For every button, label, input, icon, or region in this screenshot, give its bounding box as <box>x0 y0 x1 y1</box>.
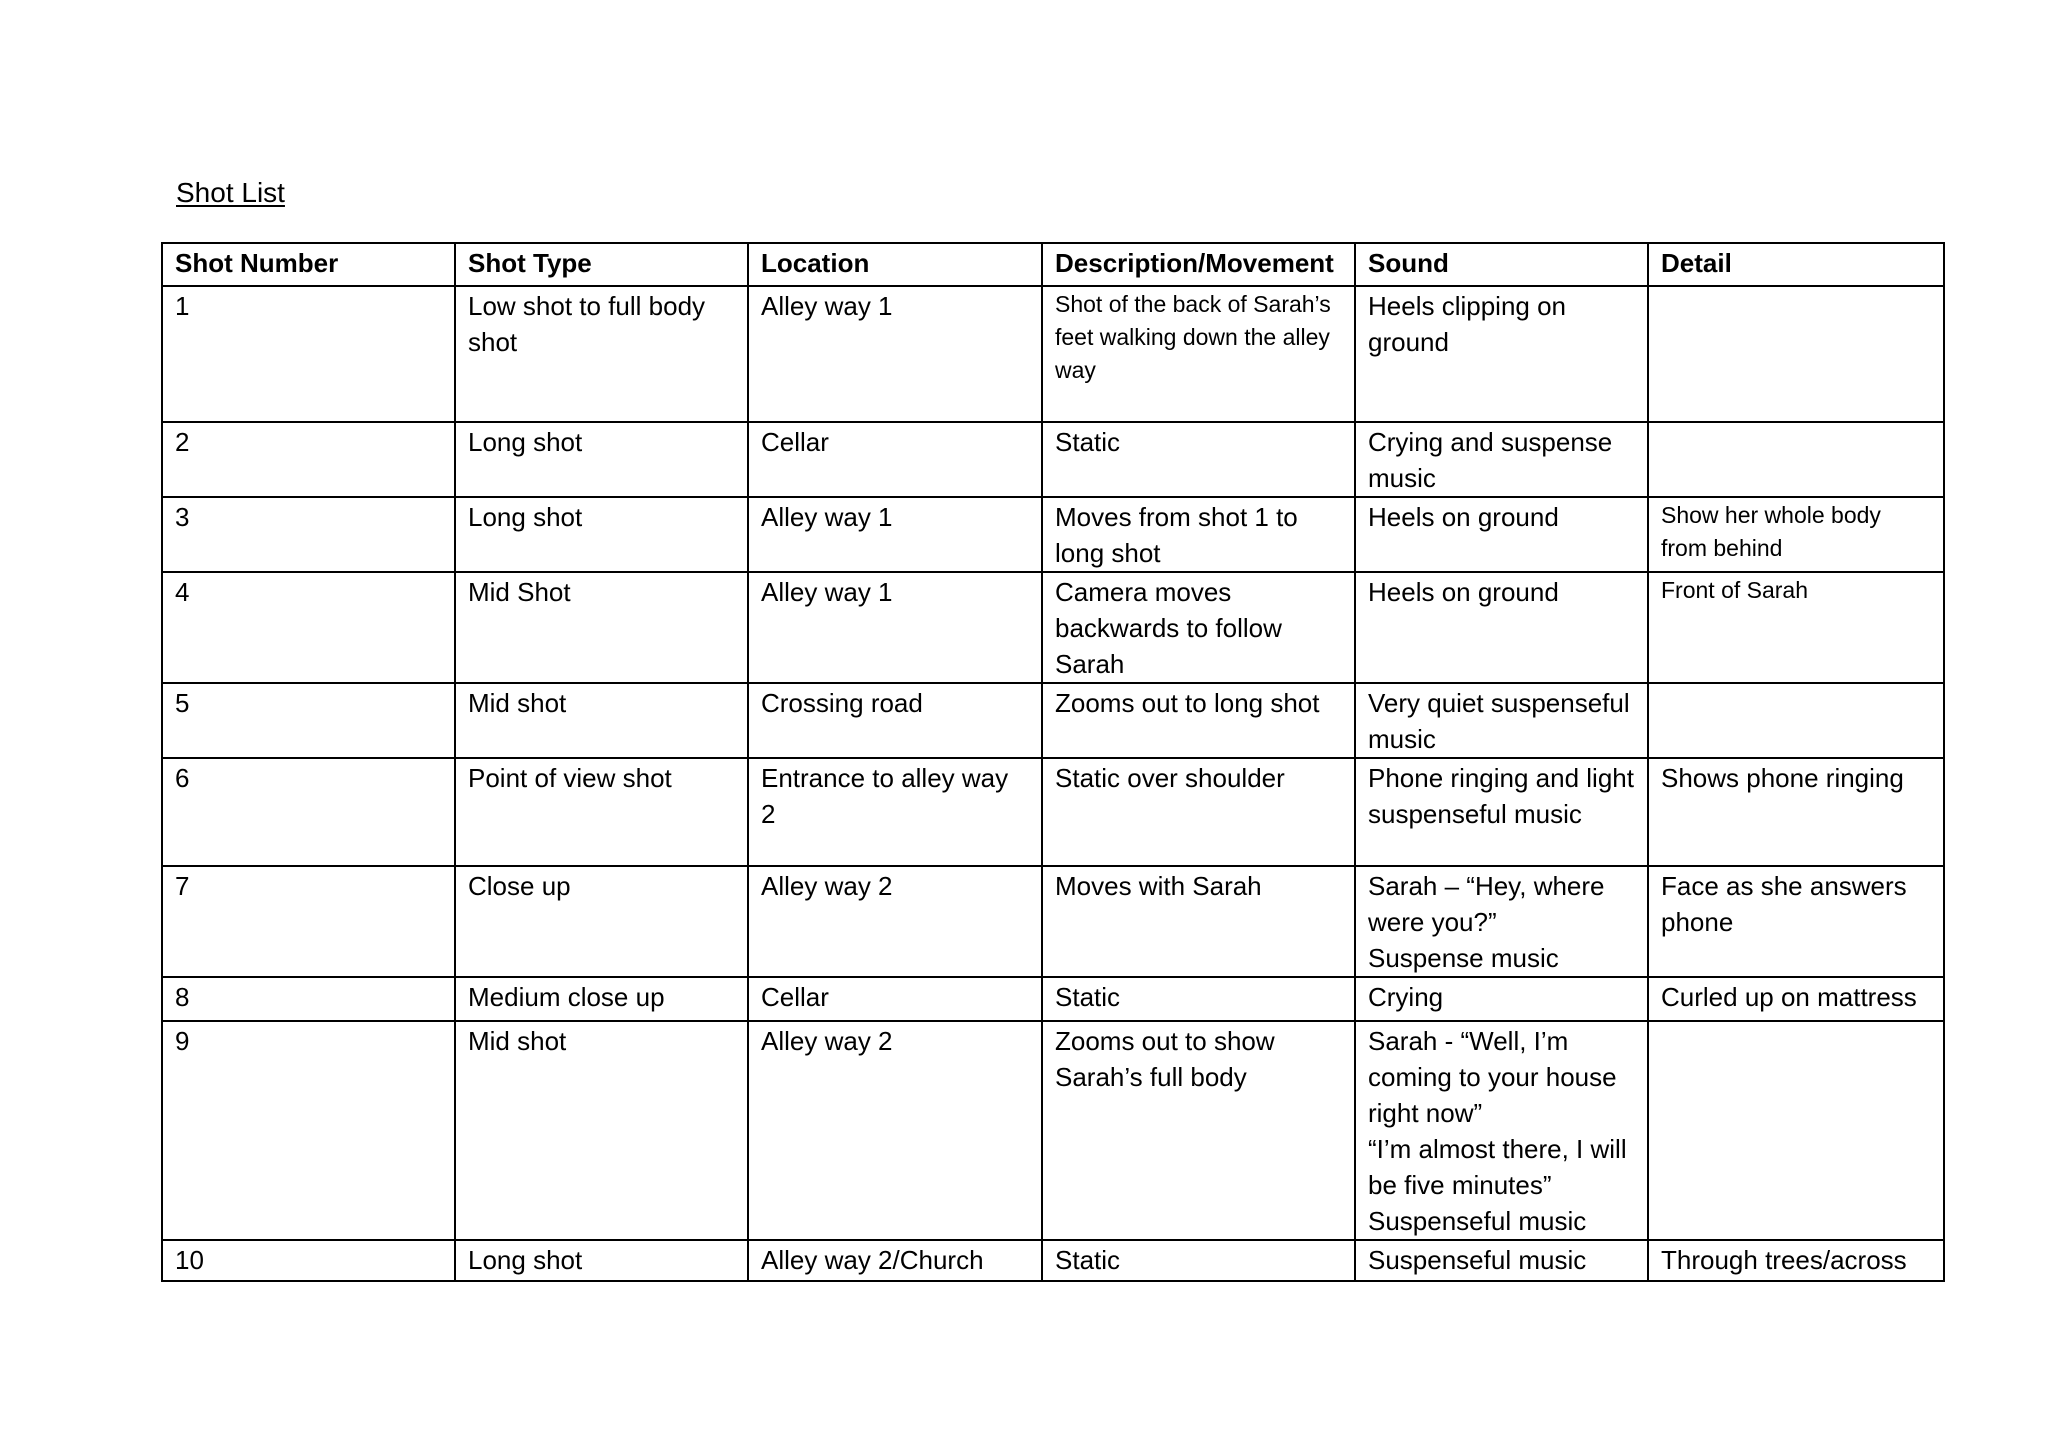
table-row <box>162 572 1944 683</box>
cell-sound: Suspenseful music <box>1355 1240 1648 1281</box>
cell-shot-type: Mid shot <box>455 683 748 758</box>
cell-shot-number: 8 <box>162 977 455 1021</box>
cell-location: Cellar <box>748 422 1042 497</box>
cell-shot-number: 3 <box>162 497 455 572</box>
header-location: Location <box>748 243 1042 286</box>
cell-location: Alley way 1 <box>748 497 1042 572</box>
cell-detail: Show her whole body from behind <box>1648 497 1944 572</box>
cell-detail <box>1648 286 1944 422</box>
cell-description: Static <box>1042 422 1355 497</box>
cell-shot-number: 6 <box>162 758 455 866</box>
cell-sound: Sarah - “Well, I’m coming to your house right now” “I’m almost there, I will be five minutes” Suspenseful music <box>1355 1021 1648 1240</box>
table-row <box>162 497 1944 572</box>
cell-detail <box>1648 1021 1944 1240</box>
table-row <box>162 1021 1944 1240</box>
cell-detail <box>1648 422 1944 497</box>
cell-location: Alley way 1 <box>748 286 1042 422</box>
cell-detail: Front of Sarah <box>1648 572 1944 683</box>
cell-detail: Face as she answers phone <box>1648 866 1944 977</box>
header-shot-number: Shot Number <box>162 243 455 286</box>
document-title: Shot List <box>176 177 285 208</box>
table-row <box>162 977 1944 1021</box>
cell-description: Camera moves backwards to follow Sarah <box>1042 572 1355 683</box>
cell-shot-type: Low shot to full body shot <box>455 286 748 422</box>
table-row <box>162 1240 1944 1281</box>
cell-sound: Heels clipping on ground <box>1355 286 1648 422</box>
shot-list-table <box>161 242 1945 1282</box>
cell-description: Zooms out to show Sarah’s full body <box>1042 1021 1355 1240</box>
cell-detail: Shows phone ringing <box>1648 758 1944 866</box>
cell-description: Moves from shot 1 to long shot <box>1042 497 1355 572</box>
table-row <box>162 866 1944 977</box>
cell-description: Static <box>1042 1240 1355 1281</box>
cell-location: Entrance to alley way 2 <box>748 758 1042 866</box>
cell-shot-type: Mid shot <box>455 1021 748 1240</box>
cell-shot-type: Point of view shot <box>455 758 748 866</box>
table-row <box>162 758 1944 866</box>
cell-location: Crossing road <box>748 683 1042 758</box>
cell-detail: Through trees/across <box>1648 1240 1944 1281</box>
cell-shot-number: 5 <box>162 683 455 758</box>
table-row <box>162 683 1944 758</box>
cell-shot-number: 9 <box>162 1021 455 1240</box>
header-description: Description/Movement <box>1042 243 1355 286</box>
cell-shot-number: 1 <box>162 286 455 422</box>
cell-description: Static <box>1042 977 1355 1021</box>
cell-description: Zooms out to long shot <box>1042 683 1355 758</box>
table-row <box>162 286 1944 422</box>
cell-location: Alley way 1 <box>748 572 1042 683</box>
cell-shot-number: 2 <box>162 422 455 497</box>
header-row <box>162 243 1944 286</box>
cell-sound: Crying and suspense music <box>1355 422 1648 497</box>
cell-sound: Crying <box>1355 977 1648 1021</box>
cell-detail <box>1648 683 1944 758</box>
cell-location: Alley way 2/Church <box>748 1240 1042 1281</box>
cell-shot-number: 10 <box>162 1240 455 1281</box>
header-sound: Sound <box>1355 243 1648 286</box>
header-shot-type: Shot Type <box>455 243 748 286</box>
table-row <box>162 422 1944 497</box>
cell-shot-number: 7 <box>162 866 455 977</box>
cell-shot-type: Close up <box>455 866 748 977</box>
cell-sound: Heels on ground <box>1355 497 1648 572</box>
cell-detail: Curled up on mattress <box>1648 977 1944 1021</box>
cell-description: Shot of the back of Sarah’s feet walking down the alley way <box>1042 286 1355 422</box>
cell-description: Static over shoulder <box>1042 758 1355 866</box>
cell-description: Moves with Sarah <box>1042 866 1355 977</box>
cell-sound: Very quiet suspenseful music <box>1355 683 1648 758</box>
cell-location: Cellar <box>748 977 1042 1021</box>
cell-shot-number: 4 <box>162 572 455 683</box>
cell-shot-type: Long shot <box>455 1240 748 1281</box>
cell-location: Alley way 2 <box>748 1021 1042 1240</box>
cell-sound: Phone ringing and light suspenseful music <box>1355 758 1648 866</box>
cell-shot-type: Medium close up <box>455 977 748 1021</box>
cell-location: Alley way 2 <box>748 866 1042 977</box>
cell-shot-type: Mid Shot <box>455 572 748 683</box>
cell-sound: Sarah – “Hey, where were you?” Suspense music <box>1355 866 1648 977</box>
cell-shot-type: Long shot <box>455 422 748 497</box>
cell-shot-type: Long shot <box>455 497 748 572</box>
header-detail: Detail <box>1648 243 1944 286</box>
cell-sound: Heels on ground <box>1355 572 1648 683</box>
